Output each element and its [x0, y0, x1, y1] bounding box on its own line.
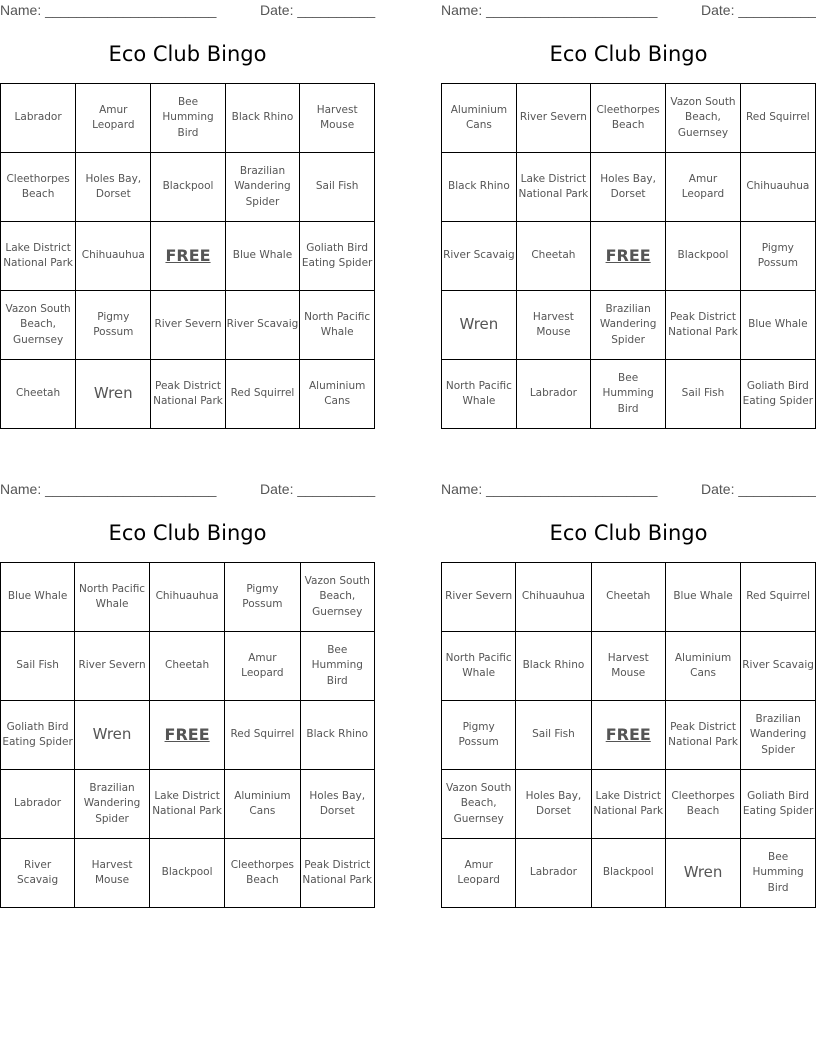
bingo-cell: Blackpool: [149, 839, 224, 908]
bingo-card: [441, 0, 816, 415]
bingo-cell: Harvest Mouse: [591, 632, 665, 701]
bingo-grid: [0, 83, 375, 429]
bingo-row: [1, 632, 375, 701]
bingo-cell: Pigmy Possum: [76, 291, 151, 360]
bingo-cell: Aluminium Cans: [225, 770, 300, 839]
bingo-cell: Goliath Bird Eating Spider: [741, 770, 816, 839]
bingo-cell: Goliath Bird Eating Spider: [740, 360, 815, 429]
card-title: Eco Club Bingo: [108, 521, 267, 545]
bingo-cell: Bee Humming Bird: [590, 360, 665, 429]
bingo-cell: Amur Leopard: [666, 153, 740, 222]
bingo-cell: Harvest Mouse: [516, 291, 590, 360]
bingo-cell: Amur Leopard: [225, 632, 300, 701]
bingo-cell: Blackpool: [666, 222, 740, 291]
bingo-row: [1, 291, 375, 360]
bingo-cell: Bee Humming Bird: [151, 84, 225, 153]
bingo-cell: Sail Fish: [516, 701, 591, 770]
bingo-cell: Peak District National Park: [151, 360, 225, 429]
bingo-row: [1, 770, 375, 839]
bingo-cell: Vazon South Beach, Guernsey: [300, 563, 374, 632]
bingo-cell: Labrador: [1, 84, 76, 153]
bingo-grid: [441, 83, 816, 429]
bingo-cell: Brazilian Wandering Spider: [75, 770, 150, 839]
bingo-cell: Cleethorpes Beach: [665, 770, 740, 839]
name-line: Name: ______________________: [441, 481, 658, 497]
bingo-cell: Red Squirrel: [225, 701, 300, 770]
bingo-card: [441, 479, 816, 894]
bingo-cell: Pigmy Possum: [225, 563, 300, 632]
bingo-cell: River Severn: [151, 291, 225, 360]
name-date-row: [0, 479, 375, 501]
bingo-cell: Blue Whale: [740, 291, 815, 360]
bingo-cell: Holes Bay, Dorset: [300, 770, 374, 839]
bingo-cell: Wren: [665, 839, 740, 908]
bingo-cell: Black Rhino: [225, 84, 300, 153]
bingo-cell: North Pacific Whale: [442, 360, 517, 429]
name-line: Name: ______________________: [0, 481, 217, 497]
bingo-row: [1, 84, 375, 153]
bingo-cell: Blue Whale: [665, 563, 740, 632]
bingo-cell: Aluminium Cans: [665, 632, 740, 701]
bingo-row: [442, 153, 816, 222]
bingo-cell: Brazilian Wandering Spider: [225, 153, 300, 222]
bingo-cell: Blue Whale: [225, 222, 300, 291]
bingo-cell: Cheetah: [149, 632, 224, 701]
bingo-cell: River Scavaig: [1, 839, 75, 908]
bingo-cell: Vazon South Beach, Guernsey: [442, 770, 516, 839]
bingo-cell: Harvest Mouse: [75, 839, 150, 908]
name-date-row: [0, 0, 375, 22]
bingo-row: [1, 563, 375, 632]
bingo-cell: Brazilian Wandering Spider: [590, 291, 665, 360]
bingo-row: [442, 632, 816, 701]
bingo-cell: Holes Bay, Dorset: [76, 153, 151, 222]
bingo-cell: Sail Fish: [1, 632, 75, 701]
bingo-row: [442, 770, 816, 839]
bingo-cell: North Pacific Whale: [442, 632, 516, 701]
bingo-cell: Cheetah: [1, 360, 76, 429]
bingo-cell: Red Squirrel: [225, 360, 300, 429]
bingo-cell: Chihuauhua: [740, 153, 815, 222]
bingo-cell: Wren: [442, 291, 517, 360]
bingo-cell: Red Squirrel: [740, 84, 815, 153]
name-line: Name: ______________________: [0, 2, 217, 18]
bingo-row: [442, 563, 816, 632]
bingo-cell: Bee Humming Bird: [741, 839, 816, 908]
bingo-cell: Peak District National Park: [300, 839, 374, 908]
bingo-cell: Black Rhino: [442, 153, 517, 222]
free-space: FREE: [590, 222, 665, 291]
bingo-cell: Aluminium Cans: [300, 360, 375, 429]
card-title: Eco Club Bingo: [108, 42, 267, 66]
bingo-cell: Cleethorpes Beach: [1, 153, 76, 222]
bingo-row: [1, 701, 375, 770]
bingo-row: [442, 360, 816, 429]
bingo-cell: River Severn: [75, 632, 150, 701]
name-date-row: [441, 0, 816, 22]
bingo-cell: Labrador: [516, 839, 591, 908]
bingo-cell: Labrador: [516, 360, 590, 429]
bingo-cell: River Scavaig: [741, 632, 816, 701]
bingo-cell: River Severn: [516, 84, 590, 153]
bingo-cell: Lake District National Park: [591, 770, 665, 839]
date-line: Date: __________: [701, 481, 816, 497]
bingo-cell: Pigmy Possum: [442, 701, 516, 770]
bingo-cell: North Pacific Whale: [75, 563, 150, 632]
bingo-row: [442, 839, 816, 908]
bingo-row: [442, 84, 816, 153]
bingo-cell: Chihuauhua: [149, 563, 224, 632]
bingo-cell: Wren: [75, 701, 150, 770]
bingo-cell: Cleethorpes Beach: [225, 839, 300, 908]
bingo-cell: River Scavaig: [225, 291, 300, 360]
bingo-cell: Goliath Bird Eating Spider: [1, 701, 75, 770]
bingo-cell: Chihuauhua: [76, 222, 151, 291]
free-space: FREE: [149, 701, 224, 770]
bingo-row: [1, 839, 375, 908]
name-date-row: [441, 479, 816, 501]
bingo-cell: Blue Whale: [1, 563, 75, 632]
bingo-cell: North Pacific Whale: [300, 291, 375, 360]
bingo-cell: Brazilian Wandering Spider: [741, 701, 816, 770]
bingo-cell: Wren: [76, 360, 151, 429]
free-space: FREE: [591, 701, 665, 770]
bingo-cell: Holes Bay, Dorset: [590, 153, 665, 222]
bingo-cell: Lake District National Park: [149, 770, 224, 839]
bingo-cell: River Scavaig: [442, 222, 517, 291]
card-title: Eco Club Bingo: [549, 521, 708, 545]
date-line: Date: __________: [701, 2, 816, 18]
bingo-card: [0, 0, 376, 407]
date-line: Date: __________: [260, 481, 376, 497]
bingo-card: [0, 479, 376, 886]
bingo-row: [1, 360, 375, 429]
bingo-cell: River Severn: [442, 563, 516, 632]
bingo-row: [1, 153, 375, 222]
card-title: Eco Club Bingo: [549, 42, 708, 66]
bingo-grid: [441, 562, 816, 908]
bingo-cell: Holes Bay, Dorset: [516, 770, 591, 839]
date-line: Date: __________: [260, 2, 376, 18]
bingo-cell: Red Squirrel: [741, 563, 816, 632]
bingo-cell: Goliath Bird Eating Spider: [300, 222, 375, 291]
bingo-cell: Vazon South Beach, Guernsey: [1, 291, 76, 360]
bingo-cell: Lake District National Park: [516, 153, 590, 222]
bingo-cell: Labrador: [1, 770, 75, 839]
bingo-cell: Black Rhino: [300, 701, 374, 770]
bingo-cell: Amur Leopard: [442, 839, 516, 908]
bingo-cell: Sail Fish: [666, 360, 740, 429]
bingo-cell: Peak District National Park: [666, 291, 740, 360]
bingo-cell: Aluminium Cans: [442, 84, 517, 153]
bingo-cell: Chihuauhua: [516, 563, 591, 632]
name-line: Name: ______________________: [441, 2, 658, 18]
bingo-cell: Harvest Mouse: [300, 84, 375, 153]
bingo-row: [442, 701, 816, 770]
bingo-cell: Cleethorpes Beach: [590, 84, 665, 153]
bingo-cell: Amur Leopard: [76, 84, 151, 153]
bingo-row: [442, 291, 816, 360]
bingo-cell: Lake District National Park: [1, 222, 76, 291]
bingo-row: [442, 222, 816, 291]
bingo-cell: Sail Fish: [300, 153, 375, 222]
bingo-cell: Vazon South Beach, Guernsey: [666, 84, 740, 153]
bingo-cell: Black Rhino: [516, 632, 591, 701]
bingo-cell: Cheetah: [516, 222, 590, 291]
bingo-cell: Peak District National Park: [665, 701, 740, 770]
bingo-cell: Bee Humming Bird: [300, 632, 374, 701]
bingo-cell: Pigmy Possum: [740, 222, 815, 291]
bingo-cell: Blackpool: [591, 839, 665, 908]
free-space: FREE: [151, 222, 225, 291]
bingo-row: [1, 222, 375, 291]
bingo-grid: [0, 562, 375, 908]
bingo-cell: Blackpool: [151, 153, 225, 222]
bingo-cell: Cheetah: [591, 563, 665, 632]
